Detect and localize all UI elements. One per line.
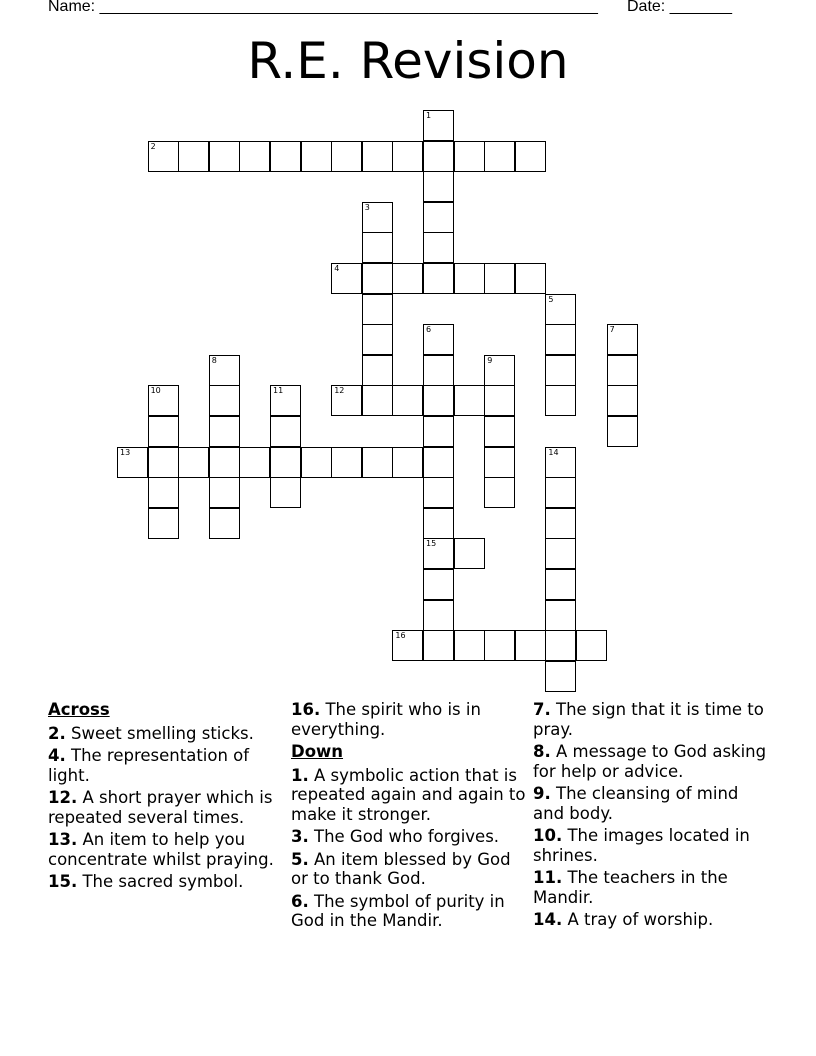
grid-cell[interactable] — [148, 477, 179, 508]
clue-item — [533, 910, 771, 930]
grid-cell[interactable] — [392, 141, 423, 172]
grid-cell[interactable] — [392, 630, 423, 661]
grid-cell[interactable] — [209, 447, 240, 478]
clue-item-number: 4. — [48, 746, 66, 765]
clue-item-text: The symbol of purity in God in the Mandir. — [291, 891, 505, 930]
grid-cell[interactable] — [148, 416, 179, 447]
grid-cell[interactable] — [392, 447, 423, 478]
grid-cell[interactable] — [454, 630, 485, 661]
grid-cell[interactable] — [362, 447, 393, 478]
grid-cell[interactable] — [362, 355, 393, 386]
grid-cell[interactable] — [209, 508, 240, 539]
clue-item-text: The sacred symbol. — [77, 872, 244, 891]
grid-cell[interactable] — [545, 294, 576, 325]
clue-number: 1 — [426, 111, 432, 120]
grid-cell[interactable] — [515, 630, 546, 661]
clue-item-number: 7. — [533, 700, 551, 719]
clue-number: 11 — [273, 386, 284, 396]
grid-cell[interactable] — [331, 447, 362, 478]
grid-cell[interactable] — [545, 538, 576, 569]
grid-cell[interactable] — [454, 538, 485, 569]
grid-cell[interactable] — [270, 416, 301, 447]
grid-cell[interactable] — [148, 385, 179, 416]
clue-item-number: 14. — [533, 910, 563, 929]
grid-cell[interactable] — [209, 141, 240, 172]
grid-cell[interactable] — [392, 385, 423, 416]
clue-item — [533, 742, 771, 781]
clue-number: 16 — [395, 631, 406, 641]
date-label: Date: — [627, 0, 666, 15]
clue-item-text: An item to help you concentrate whilst praying. — [48, 830, 274, 869]
clues-column-1 — [48, 700, 286, 895]
grid-cell[interactable] — [423, 630, 454, 661]
grid-cell[interactable] — [178, 447, 209, 478]
grid-cell[interactable] — [423, 447, 454, 478]
grid-cell[interactable] — [270, 477, 301, 508]
grid-cell[interactable] — [484, 416, 515, 447]
clue-item-text: A message to God asking for help or advice. — [533, 742, 767, 781]
clue-number: 2 — [150, 141, 156, 151]
grid-cell[interactable] — [484, 355, 515, 386]
clue-item-text: An item blessed by God or to thank God. — [291, 849, 511, 888]
grid-cell[interactable] — [423, 232, 454, 263]
clue-item — [533, 784, 771, 823]
grid-cell[interactable] — [484, 263, 515, 294]
clue-item-number: 9. — [533, 784, 551, 803]
clue-number: 13 — [120, 447, 131, 457]
clue-item-number: 8. — [533, 742, 551, 761]
clue-item-number: 12. — [48, 788, 78, 807]
grid-cell[interactable] — [362, 294, 393, 325]
grid-cell[interactable] — [423, 508, 454, 539]
grid-cell[interactable] — [607, 385, 638, 416]
clue-item — [291, 850, 529, 889]
grid-cell[interactable] — [209, 385, 240, 416]
grid-cell[interactable] — [362, 141, 393, 172]
clue-item — [48, 746, 286, 785]
grid-cell[interactable] — [607, 416, 638, 447]
grid-cell[interactable] — [545, 630, 576, 661]
clue-number: 6 — [426, 325, 432, 335]
clue-item-number: 15. — [48, 872, 78, 891]
grid-cell[interactable] — [148, 508, 179, 539]
grid-cell[interactable] — [362, 263, 393, 294]
clue-item-number: 11. — [533, 868, 563, 887]
clue-item-number: 13. — [48, 830, 78, 849]
grid-cell[interactable] — [270, 141, 301, 172]
grid-cell[interactable] — [423, 355, 454, 386]
down-clue-list-continued — [533, 700, 771, 930]
name-line[interactable]: ________________________________________________________ — [99, 0, 598, 15]
clue-item — [48, 724, 286, 744]
grid-cell[interactable] — [423, 141, 454, 172]
clue-item-text: The cleansing of mind and body. — [533, 784, 739, 823]
grid-cell[interactable] — [423, 416, 454, 447]
grid-cell[interactable] — [362, 324, 393, 355]
grid-cell[interactable] — [301, 447, 332, 478]
clue-number: 9 — [487, 355, 493, 365]
grid-cell[interactable] — [484, 477, 515, 508]
grid-cell[interactable] — [454, 263, 485, 294]
grid-cell[interactable] — [423, 385, 454, 416]
grid-cell[interactable] — [515, 141, 546, 172]
clue-number: 15 — [426, 539, 437, 549]
clue-item-text: The representation of light. — [48, 746, 250, 785]
grid-cell[interactable] — [270, 385, 301, 416]
clue-item-text: The God who forgives. — [308, 827, 500, 846]
grid-cell[interactable] — [362, 202, 393, 233]
clue-number: 3 — [364, 202, 370, 212]
grid-cell[interactable] — [362, 232, 393, 263]
date-line[interactable]: _______ — [669, 0, 732, 15]
clue-number: 12 — [334, 386, 345, 396]
clue-number: 7 — [609, 325, 615, 335]
clue-item — [533, 868, 771, 907]
clue-item-number: 10. — [533, 826, 563, 845]
clue-number: 4 — [334, 264, 340, 273]
grid-cell[interactable] — [117, 447, 148, 478]
clue-item — [48, 830, 286, 869]
clue-item-text: The images located in shrines. — [533, 826, 750, 865]
grid-cell[interactable] — [423, 263, 454, 294]
grid-cell[interactable] — [545, 324, 576, 355]
clue-item — [291, 766, 529, 825]
grid-cell[interactable] — [239, 141, 270, 172]
page-title: R.E. Revision — [247, 32, 569, 90]
grid-cell[interactable] — [545, 508, 576, 539]
grid-cell[interactable] — [331, 385, 362, 416]
grid-cell[interactable] — [545, 600, 576, 631]
grid-cell[interactable] — [423, 110, 454, 141]
name-label: Name: — [48, 0, 96, 15]
grid-cell[interactable] — [484, 141, 515, 172]
grid-cell[interactable] — [331, 263, 362, 294]
across-clue-list — [48, 724, 286, 892]
clue-item — [291, 700, 529, 739]
grid-cell[interactable] — [423, 171, 454, 202]
clues-column-3 — [533, 700, 771, 933]
clue-item-number: 16. — [291, 700, 321, 719]
clue-item-number: 3. — [291, 827, 309, 846]
grid-cell[interactable] — [301, 141, 332, 172]
grid-cell[interactable] — [484, 630, 515, 661]
clue-item-text: A symbolic action that is repeated again and again to make it stronger. — [291, 765, 526, 824]
grid-cell[interactable] — [484, 447, 515, 478]
clue-number: 8 — [211, 355, 217, 365]
grid-cell[interactable] — [545, 385, 576, 416]
grid-cell[interactable] — [423, 202, 454, 233]
clue-number: 14 — [548, 447, 559, 457]
clue-item — [291, 892, 529, 931]
clue-item-text: The sign that it is time to pray. — [533, 700, 764, 739]
clues-column-2 — [291, 700, 529, 934]
clue-number: 5 — [548, 294, 554, 304]
grid-cell[interactable] — [270, 447, 301, 478]
grid-cell[interactable] — [362, 385, 393, 416]
grid-cell[interactable] — [423, 569, 454, 600]
down-heading: Down — [291, 742, 344, 761]
clue-number: 10 — [150, 386, 161, 396]
grid-cell[interactable] — [454, 141, 485, 172]
grid-cell[interactable] — [239, 447, 270, 478]
clue-item — [48, 788, 286, 827]
grid-cell[interactable] — [392, 263, 423, 294]
grid-cell[interactable] — [178, 141, 209, 172]
grid-cell[interactable] — [423, 477, 454, 508]
clue-item — [48, 872, 286, 892]
clue-item-number: 5. — [291, 849, 309, 869]
clue-item — [291, 827, 529, 847]
down-clue-list — [291, 766, 529, 931]
across-clue-list-continued — [291, 700, 529, 739]
grid-cell[interactable] — [331, 141, 362, 172]
grid-cell[interactable] — [423, 538, 454, 569]
clue-item-number: 6. — [291, 891, 309, 911]
grid-cell[interactable] — [607, 355, 638, 386]
grid-cell[interactable] — [576, 630, 607, 661]
grid-cell[interactable] — [545, 569, 576, 600]
grid-cell[interactable] — [423, 600, 454, 631]
grid-cell[interactable] — [454, 385, 485, 416]
grid-cell[interactable] — [484, 385, 515, 416]
grid-cell[interactable] — [515, 263, 546, 294]
grid-cell[interactable] — [545, 477, 576, 508]
grid-cell[interactable] — [209, 416, 240, 447]
clue-item — [533, 700, 771, 739]
grid-cell[interactable] — [423, 324, 454, 355]
grid-cell[interactable] — [545, 447, 576, 478]
grid-cell[interactable] — [209, 477, 240, 508]
clue-item — [533, 826, 771, 865]
clue-item-text: Sweet smelling sticks. — [65, 723, 254, 743]
clue-item-text: A tray of worship. — [562, 910, 714, 929]
clue-item-number: 1. — [291, 765, 309, 785]
clue-item-text: A short prayer which is repeated several times. — [48, 788, 273, 827]
across-heading: Across — [48, 700, 110, 719]
grid-cell[interactable] — [545, 661, 576, 692]
grid-cell[interactable] — [209, 355, 240, 386]
clue-item-text: The teachers in the Mandir. — [533, 868, 728, 907]
grid-cell[interactable] — [148, 141, 179, 172]
grid-cell[interactable] — [607, 324, 638, 355]
clue-item-number: 2. — [48, 723, 66, 743]
grid-cell[interactable] — [148, 447, 179, 478]
clue-item-text: The spirit who is in everything. — [291, 700, 481, 739]
grid-cell[interactable] — [545, 355, 576, 386]
